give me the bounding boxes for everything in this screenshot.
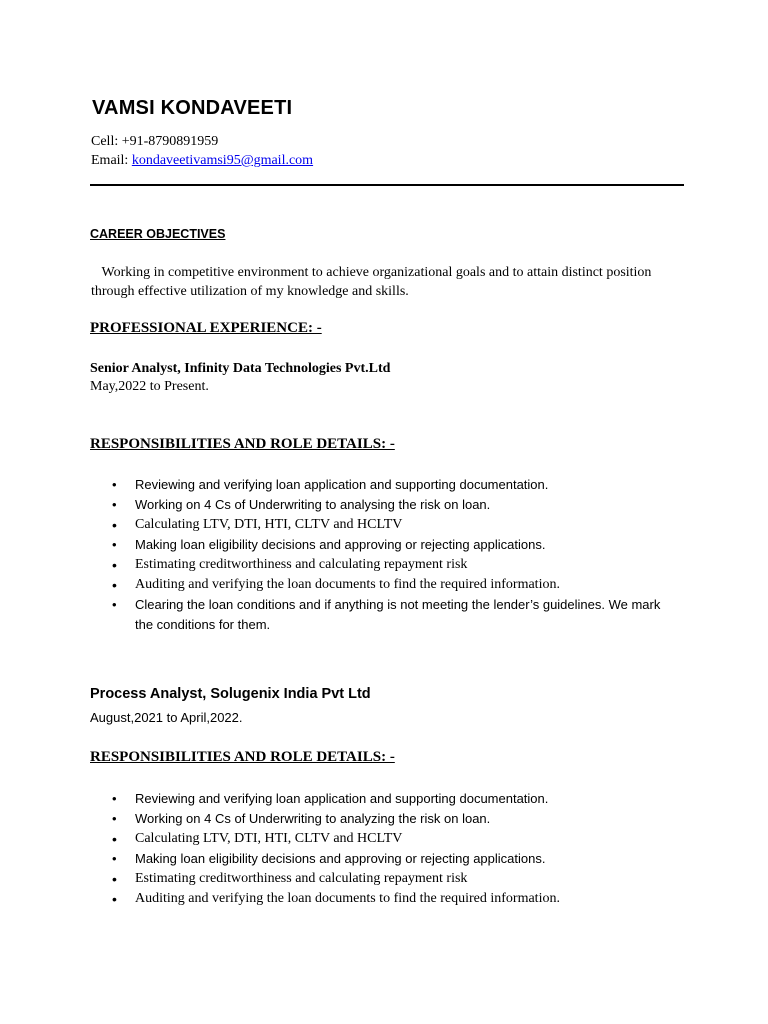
list-item bbox=[112, 829, 672, 849]
list-item bbox=[112, 475, 672, 495]
list-item bbox=[112, 595, 672, 635]
bullet-icon: • bbox=[112, 891, 117, 907]
job-dates: August,2021 to April,2022. bbox=[90, 710, 243, 725]
job-title: Process Analyst, Solugenix India Pvt Ltd bbox=[90, 686, 371, 702]
bullet-icon: • bbox=[112, 497, 117, 512]
job-title: Senior Analyst, Infinity Data Technologies Pvt.Ltd bbox=[90, 361, 391, 376]
list-item bbox=[112, 849, 672, 869]
bullet-icon: • bbox=[112, 851, 117, 866]
responsibilities-heading: RESPONSIBILITIES AND ROLE DETAILS: - bbox=[90, 436, 395, 452]
bullet-icon: • bbox=[112, 597, 117, 612]
bullet-icon: • bbox=[112, 517, 117, 533]
bullet-icon: • bbox=[112, 871, 117, 887]
career-objectives-heading: CAREER OBJECTIVES bbox=[90, 227, 226, 241]
list-item-text: Calculating LTV, DTI, HTI, CLTV and HCLTV bbox=[135, 517, 403, 532]
bullet-icon: • bbox=[112, 537, 117, 552]
list-item-text: Working on 4 Cs of Underwriting to analyzing the risk on loan. bbox=[135, 811, 491, 826]
list-item-text: Clearing the loan conditions and if anything is not meeting the lender’s guidelines. We mark the conditions for them. bbox=[135, 597, 661, 632]
list-item-text: Estimating creditworthiness and calculating repayment risk bbox=[135, 557, 468, 572]
list-item bbox=[112, 789, 672, 809]
list-item bbox=[112, 555, 672, 575]
list-item bbox=[112, 869, 672, 889]
list-item-text: Auditing and verifying the loan documents to find the required information. bbox=[135, 891, 560, 906]
list-item bbox=[112, 495, 672, 515]
job-dates: May,2022 to Present. bbox=[90, 379, 209, 394]
bullet-icon: • bbox=[112, 557, 117, 573]
list-item bbox=[112, 535, 672, 555]
bullet-icon: • bbox=[112, 811, 117, 826]
list-item bbox=[112, 889, 672, 909]
bullet-icon: • bbox=[112, 831, 117, 847]
header-divider bbox=[90, 184, 684, 186]
bullet-icon: • bbox=[112, 577, 117, 593]
bullet-icon: • bbox=[112, 477, 117, 492]
list-item-text: Auditing and verifying the loan documents to find the required information. bbox=[135, 577, 560, 592]
list-item-text: Reviewing and verifying loan application and supporting documentation. bbox=[135, 477, 549, 492]
bullet-icon: • bbox=[112, 791, 117, 806]
career-objective-body: Working in competitive environment to achieve organizational goals and to attain distinct position through effective utilization of my knowledge and skills. bbox=[91, 265, 652, 299]
email-label: Email: bbox=[91, 153, 132, 168]
list-item-text: Estimating creditworthiness and calculating repayment risk bbox=[135, 871, 468, 886]
list-item bbox=[112, 515, 672, 535]
career-objective-text bbox=[91, 263, 671, 301]
list-item-text: Making loan eligibility decisions and approving or rejecting applications. bbox=[135, 851, 546, 866]
list-item bbox=[112, 575, 672, 595]
email-link[interactable]: kondaveetivamsi95@gmail.com bbox=[131, 153, 314, 168]
responsibilities-list bbox=[112, 475, 672, 635]
list-item bbox=[112, 809, 672, 829]
candidate-name: VAMSI KONDAVEETI bbox=[92, 97, 293, 119]
cell-number: Cell: +91-8790891959 bbox=[91, 134, 219, 149]
list-item-text: Working on 4 Cs of Underwriting to analysing the risk on loan. bbox=[135, 497, 491, 512]
experience-heading: PROFESSIONAL EXPERIENCE: - bbox=[90, 320, 322, 336]
list-item-text: Reviewing and verifying loan application and supporting documentation. bbox=[135, 791, 549, 806]
responsibilities-heading: RESPONSIBILITIES AND ROLE DETAILS: - bbox=[90, 749, 395, 765]
list-item-text: Making loan eligibility decisions and approving or rejecting applications. bbox=[135, 537, 546, 552]
responsibilities-list bbox=[112, 789, 672, 909]
email-line bbox=[91, 153, 313, 169]
list-item-text: Calculating LTV, DTI, HTI, CLTV and HCLTV bbox=[135, 831, 403, 846]
